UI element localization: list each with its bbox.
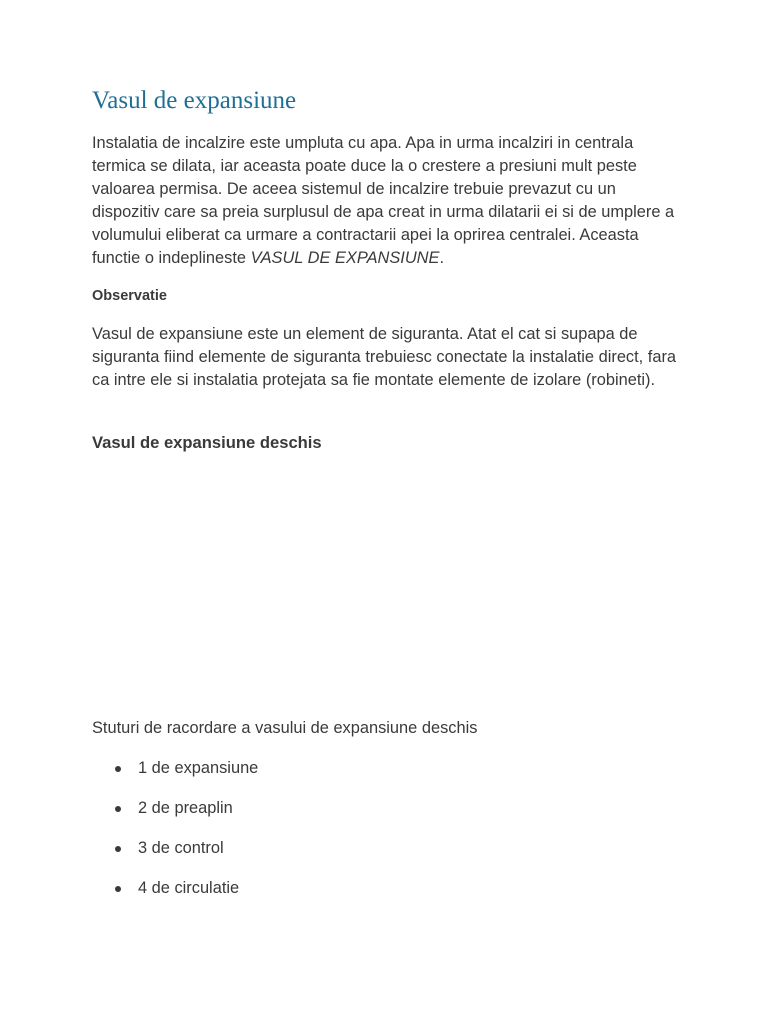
observation-heading: Observatie [92, 288, 167, 304]
list-item [92, 797, 258, 837]
list-item-text: 2 de preaplin [138, 799, 233, 817]
list-item-text: 1 de expansiune [138, 759, 259, 777]
observation-paragraph: Vasul de expansiune este un element de siguranta. Atat el cat si supapa de siguranta fiind elemente de siguranta trebuiesc conectate la instalatie direct, fara ca intre ele si instalatia protejata sa fie montate elemente de izolare (robineti). [92, 325, 677, 389]
list-item [92, 837, 258, 877]
list-item-text: 4 de circulatie [138, 879, 240, 897]
intro-paragraph [92, 132, 682, 270]
stuturi-label: Stuturi de racordare a vasului de expansiune deschis [92, 719, 478, 737]
bullet-icon [115, 766, 121, 772]
list-item [92, 877, 258, 917]
bullet-icon [115, 886, 121, 892]
bullet-icon [115, 846, 121, 852]
list-item [92, 757, 258, 797]
intro-end: . [439, 249, 444, 267]
bullet-icon [115, 806, 121, 812]
intro-text: Instalatia de incalzire este umpluta cu apa. Apa in urma incalziri in centrala termica se dilata, iar aceasta poate duce la o crestere a presiuni mult peste valoarea permisa. De aceea sistemul de incalzire trebuie prevazut cu un dispozitiv care sa preia surplusul de apa creat in urma dilatarii ei si de umplere a volumului eliberat ca urmare a contractarii apei la oprirea centralei. Aceasta functie o indeplineste [92, 134, 675, 267]
stuturi-list [92, 757, 258, 917]
list-item-text: 3 de control [138, 839, 224, 857]
intro-emphasis: VASUL DE EXPANSIUNE [250, 249, 440, 267]
document-title: Vasul de expansiune [92, 87, 297, 114]
open-vessel-heading: Vasul de expansiune deschis [92, 433, 322, 452]
